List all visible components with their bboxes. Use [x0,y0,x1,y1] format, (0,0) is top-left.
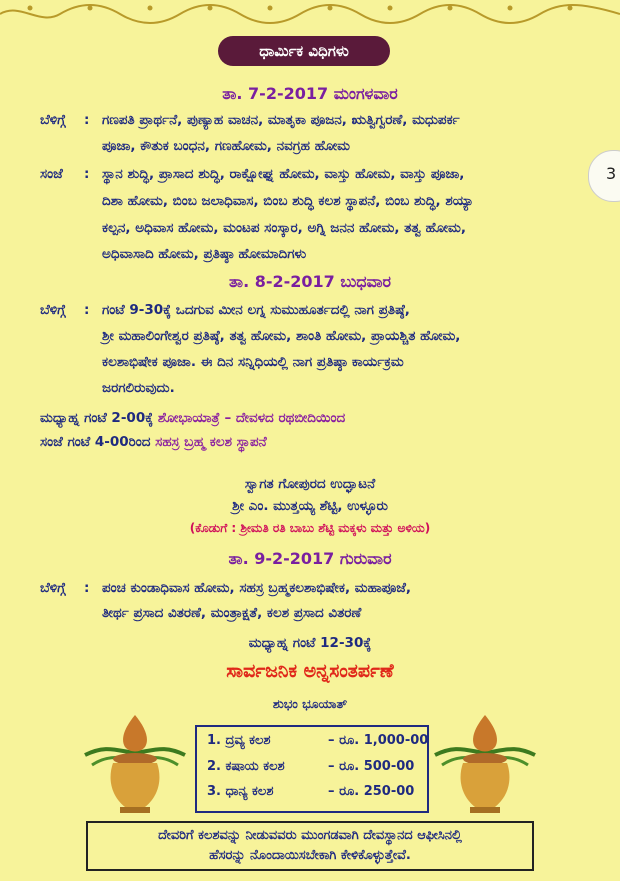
day2-morning-line-2: ಶ್ರೀ ಮಹಾಲಿಂಗೇಶ್ವರ ಪ್ರತಿಷ್ಠೆ, ತತ್ವ ಹೋಮ, ಶಾಂತಿ ಹೋಮ, ಪ್ರಾಯಶ್ಚಿತ ಹೋಮ, [102,328,461,344]
notice-box [86,821,534,871]
day1-evening-line-1: ಸ್ಥಾನ ಶುದ್ಧಿ, ಪ್ರಾಸಾದ ಶುದ್ಧಿ, ರಾಕ್ಷೋಘ್ನ ಹೋಮ, ವಾಸ್ತು ಹೋಮ, ವಾಸ್ತು ಪೂಜಾ, [102,166,465,182]
day2-morning-label: ಬೆಳಿಗ್ಗೆ [40,302,66,318]
day2-date: ತಾ. 8-2-2017 ಬುಧವಾರ [228,272,392,291]
donation-amount: – ರೂ. 250-00 [328,784,415,799]
day3-morning-row: ಬೆಳಿಗ್ಗೆ : ಪಂಚ ಕುಂಡಾಧಿವಾಸ ಹೋಮ, ಸಹಸ್ರ ಬ್ರಹ್ಮಕಲಶಾಭಿಷೇಕ, ಮಹಾಪೂಜೆ, [40,580,412,596]
day1-morning-label: ಬೆಳಿಗ್ಗೆ [40,112,66,128]
day2-evening-prefix: ಸಂಜೆ ಗಂಟೆ 4-00ರಿಂದ [40,434,151,450]
day2-morning-row: ಬೆಳಿಗ್ಗೆ : ಗಂಟೆ 9-30ಕ್ಕೆ ಒದಗುವ ಮೀನ ಲಗ್ನ ಸುಮುಹೂರ್ತದಲ್ಲಿ ನಾಗ ಪ್ರತಿಷ್ಠೆ, [40,302,410,318]
gopura-line-1: ಸ್ವಾಗತ ಗೋಪುರದ ಉದ್ಘಾಟನೆ [244,476,376,492]
donation-name: ಧಾನ್ಯ ಕಲಶ [225,784,274,799]
day1-morning-line-2: ಪೂಜಾ, ಕೌತುಕ ಬಂಧನ, ಗಣಹೋಮ, ನವಗ್ರಹ ಹೋಮ [102,138,350,154]
day3-noon: ಮಧ್ಯಾಹ್ನ ಗಂಟೆ 12-30ಕ್ಕೆ [248,635,372,651]
annadana-title: ಸಾರ್ವಜನಿಕ ಅನ್ನಸಂತರ್ಪಣೆ [226,660,394,682]
notice-line-1: ದೇವರಿಗೆ ಕಲಶವನ್ನು ನೀಡುವವರು ಮುಂಗಡವಾಗಿ ದೇವಸ್ಥಾನದ ಆಫೀಸಿನಲ್ಲಿ [158,828,462,843]
day1-morning-row: ಬೆಳಿಗ್ಗೆ : ಗಣಪತಿ ಪ್ರಾರ್ಥನೆ, ಪುಣ್ಯಾಹ ವಾಚನ, ಮಾತೃಕಾ ಪೂಜನ, ಋತ್ವಿಗ್ವರಣೆ, ಮಧುಪರ್ಕ [40,112,460,128]
donation-amount: – ರೂ. 1,000-00 [328,733,429,748]
page-number: 3 [606,164,617,183]
notice-line-2: ಹೆಸರನ್ನು ನೊಂದಾಯಿಸಬೇಕಾಗಿ ಕೇಳಿಕೊಳ್ಳುತ್ತೇವೆ. [209,848,411,863]
day2-noon-event: ಶೋಭಾಯಾತ್ರೆ – ದೇವಳದ ರಥಬೀದಿಯಿಂದ [157,410,346,426]
donation-number: 3. [207,784,221,799]
day2-morning-line-4: ಜರಗಲಿರುವುದು. [102,380,175,396]
day2-evening-event: ಸಹಸ್ರ ಬ್ರಹ್ಮ ಕಲಶ ಸ್ಥಾಪನೆ [155,434,267,450]
day1-date: ತಾ. 7-2-2017 ಮಂಗಳವಾರ [222,84,398,103]
donation-row-3 [207,784,414,799]
day1-morning-line-1: ಗಣಪತಿ ಪ್ರಾರ್ಥನೆ, ಪುಣ್ಯಾಹ ವಾಚನ, ಮಾತೃಕಾ ಪೂಜನ, ಋತ್ವಿಗ್ವರಣೆ, ಮಧುಪರ್ಕ [102,112,460,128]
day2-morning-line-3: ಕಲಶಾಭಿಷೇಕ ಪೂಜಾ. ಈ ದಿನ ಸನ್ನಿಧಿಯಲ್ಲಿ ನಾಗ ಪ್ರತಿಷ್ಠಾ ಕಾರ್ಯಕ್ರಮ [102,354,404,370]
day3-date: ತಾ. 9-2-2017 ಗುರುವಾರ [228,549,392,568]
day2-morning-line-1: ಗಂಟೆ 9-30ಕ್ಕೆ ಒದಗುವ ಮೀನ ಲಗ್ನ ಸುಮುಹೂರ್ತದಲ್ಲಿ ನಾಗ ಪ್ರತಿಷ್ಠೆ, [102,302,410,318]
day1-evening-line-4: ಅಧಿವಾಸಾದಿ ಹೋಮ, ಪ್ರತಿಷ್ಠಾ ಹೋಮಾದಿಗಳು [102,246,307,262]
day3-morning-line-1: ಪಂಚ ಕುಂಡಾಧಿವಾಸ ಹೋಮ, ಸಹಸ್ರ ಬ್ರಹ್ಮಕಲಶಾಭಿಷೇಕ, ಮಹಾಪೂಜೆ, [102,580,412,596]
donation-box [195,725,429,813]
donation-row-2 [207,759,414,774]
page-title: ಧಾರ್ಮಿಕ ವಿಧಿಗಳು [218,36,390,66]
decorative-border [0,0,620,28]
donation-name: ದ್ರವ್ಯ ಕಲಶ [225,733,271,748]
day1-evening-line-2: ದಿಶಾ ಹೋಮ, ಬಿಂಬ ಜಲಾಧಿವಾಸ, ಬಿಂಬ ಶುದ್ಧಿ ಕಲಶ ಸ್ಥಾಪನೆ, ಬಿಂಬ ಶುದ್ಧಿ, ಶಯ್ಯಾ [102,193,474,209]
day1-evening-row: ಸಂಜೆ : ಸ್ಥಾನ ಶುದ್ಧಿ, ಪ್ರಾಸಾದ ಶುದ್ಧಿ, ರಾಕ್ಷೋಘ್ನ ಹೋಮ, ವಾಸ್ತು ಹೋಮ, ವಾಸ್ತು ಪೂಜಾ, [40,166,465,182]
gopura-courtesy: (ಕೊಡುಗೆ : ಶ್ರೀಮತಿ ರತಿ ಬಾಬು ಶೆಟ್ಟಿ ಮಕ್ಕಳು ಮತ್ತು ಅಳಿಯ) [189,521,431,535]
kalasha-right-icon [430,715,540,815]
donation-number: 2. [207,759,221,774]
donation-name: ಕಷಾಯ ಕಲಶ [225,759,285,774]
donation-number: 1. [207,733,221,748]
day2-noon-prefix: ಮಧ್ಯಾಹ್ನ ಗಂಟೆ 2-00ಕ್ಕೆ [40,410,154,426]
kalasha-left-icon [80,715,190,815]
day2-evening-row [40,434,267,450]
donation-amount: – ರೂ. 500-00 [328,759,415,774]
day3-morning-label: ಬೆಳಿಗ್ಗೆ [40,580,66,596]
day2-noon-row [40,410,345,426]
gopura-line-2: ಶ್ರೀ ಎಂ. ಮುತ್ತಯ್ಯ ಶೆಟ್ಟಿ, ಉಳ್ಳೂರು [232,498,388,514]
day1-evening-label: ಸಂಜೆ [40,166,63,182]
day3-morning-line-2: ತೀರ್ಥ ಪ್ರಸಾದ ವಿತರಣೆ, ಮಂತ್ರಾಕ್ಷತೆ, ಕಲಶ ಪ್ರಸಾದ ವಿತರಣೆ [102,605,362,621]
donation-row-1 [207,733,428,748]
blessing-text: ಶುಭಂ ಭೂಯಾತ್ [272,696,348,711]
day1-evening-line-3: ಕಲ್ಪನ, ಅಧಿವಾಸ ಹೋಮ, ಮಂಟಪ ಸಂಸ್ಕಾರ, ಅಗ್ನಿ ಜನನ ಹೋಮ, ತತ್ವ ಹೋಮ, [102,220,466,236]
